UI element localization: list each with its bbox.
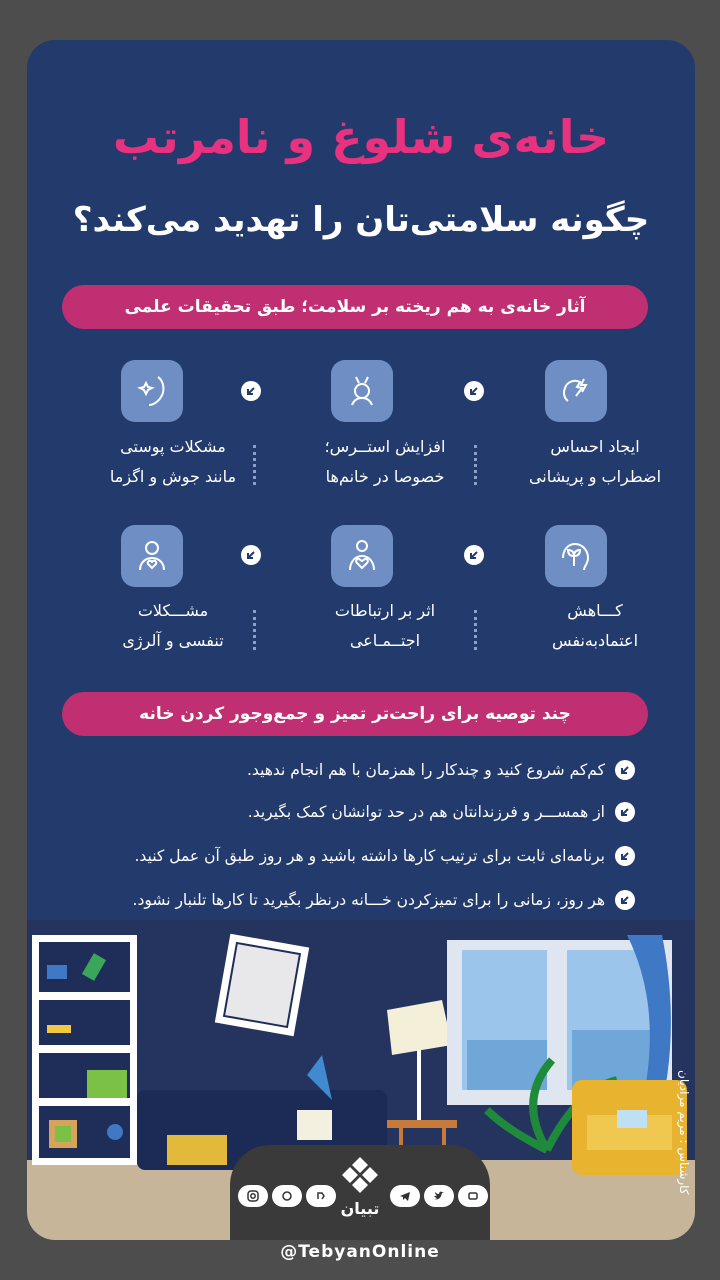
face-sparkle-icon [121,360,183,422]
social-handle: @TebyanOnline [280,1242,440,1262]
dotted-divider [253,610,260,650]
tip-item: برنامه‌ای ثابت برای ترتیب کارها داشته باشید و هر روز طبق آن عمل کنید. [77,841,635,871]
effect-stress: افزایش استــرس؛ خصوصا در خانم‌ها [324,437,446,486]
effect-anxiety: ایجاد احساس اضطراب و پریشانی [528,437,662,486]
credit-text: کارشناس : مریم مرادیان [677,1070,691,1195]
effect-respiratory: مشـــکلات تنفسی و آلرژی [122,601,224,650]
rubika-icon[interactable] [306,1185,336,1207]
effect-skin: مشکلات پوستی مانند جوش و اگزما [109,437,237,486]
hug-heart-icon [331,525,393,587]
arrow-icon [615,890,635,910]
tip-item: از همســـر و فرزندانتان هم در حد توانشان کمک بگیرید. [77,797,635,827]
head-plant-icon [545,525,607,587]
aparat-icon[interactable] [458,1185,488,1207]
brand-name: تبیان [340,1199,380,1218]
twitter-icon[interactable] [424,1185,454,1207]
arrow-icon [615,802,635,822]
arrow-icon [464,545,484,565]
arrow-icon [464,381,484,401]
person-heart-icon [121,525,183,587]
arrow-icon [241,545,261,565]
arrow-icon [241,381,261,401]
telegram-icon[interactable] [390,1185,420,1207]
infographic-card [27,40,695,1240]
eitaa-icon[interactable] [272,1185,302,1207]
tebyan-logo-icon [340,1155,380,1195]
head-lightning-icon [545,360,607,422]
page-subtitle: چگونه سلامتی‌تان را تهدید می‌کند؟ [72,200,650,240]
arrow-icon [615,846,635,866]
dotted-divider [474,610,481,650]
dotted-divider [253,445,260,485]
effect-social: اثر بر ارتباطات اجتــمـاعی [334,601,436,650]
arrow-icon [615,760,635,780]
instagram-icon[interactable] [238,1185,268,1207]
stressed-woman-icon [331,360,393,422]
effect-self-esteem: کـــاهش اعتماد‌به‌نفس [551,601,639,650]
section-tips-header: چند توصیه برای راحت‌تر تمیز و جمع‌وجور کردن خانه [62,692,648,736]
dotted-divider [474,445,481,485]
tip-item: کم‌کم شروع کنید و چندکار را همزمان با هم انجام ندهید. [77,755,635,785]
tip-item: هر روز، زمانی را برای تمیزکردن خـــانه درنظر بگیرید تا کارها تلنبار نشود. [77,885,635,915]
page-title: خانه‌ی شلوغ و نامرتب [112,110,610,164]
section-effects-header: آثار خانه‌ی به هم ریخته بر سلامت؛ طبق تحقیقات علمی [62,285,648,329]
